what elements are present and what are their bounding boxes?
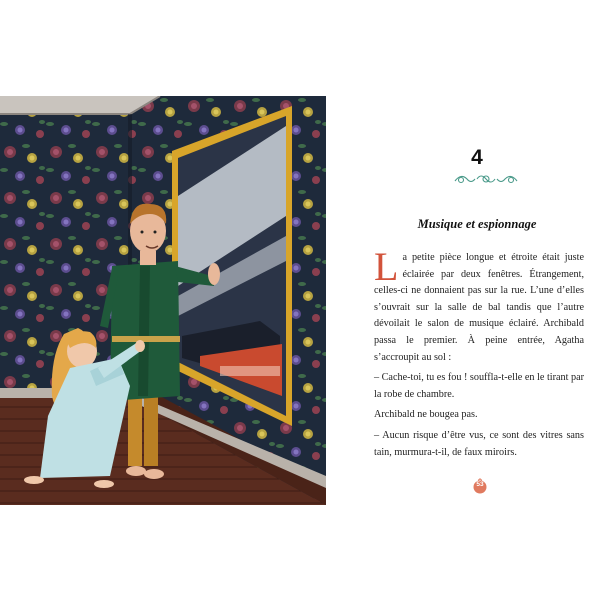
paragraph-4: – Aucun risque d’être vus, ce sont des vitres sans tain, murmura-t-il, de faux miroirs. <box>374 429 584 458</box>
text-page <box>366 140 588 500</box>
chapter-number: 4 <box>471 146 483 169</box>
paragraph-3: Archibald ne bougea pas. <box>374 409 478 421</box>
page-number: 53 <box>476 481 484 488</box>
illustration <box>0 96 326 505</box>
flourish-ornament-icon <box>451 171 521 187</box>
chapter-title: Musique et espionnage <box>417 217 537 231</box>
drop-cap: L <box>374 244 399 289</box>
page-number-badge <box>472 478 488 494</box>
chapter-body <box>374 244 584 465</box>
paragraph-2: – Cache-toi, tu es fou ! souffla-t-elle en le tirant par la robe de chambre. <box>374 372 584 400</box>
paragraph-1 <box>374 244 584 366</box>
paragraph-1-text: a petite pièce longue et étroite était juste éclairée par deux fenêtres. Étrangement, celles-ci ne donnaient pas sur la rue. L’une d’elles s’ouvrait sur la salle de bal tandis que l’autre dévoilait le salon de musique éclairé. Archibald passa le premier. À peine entrée, Agatha s’accroupit au sol : <box>374 252 584 363</box>
